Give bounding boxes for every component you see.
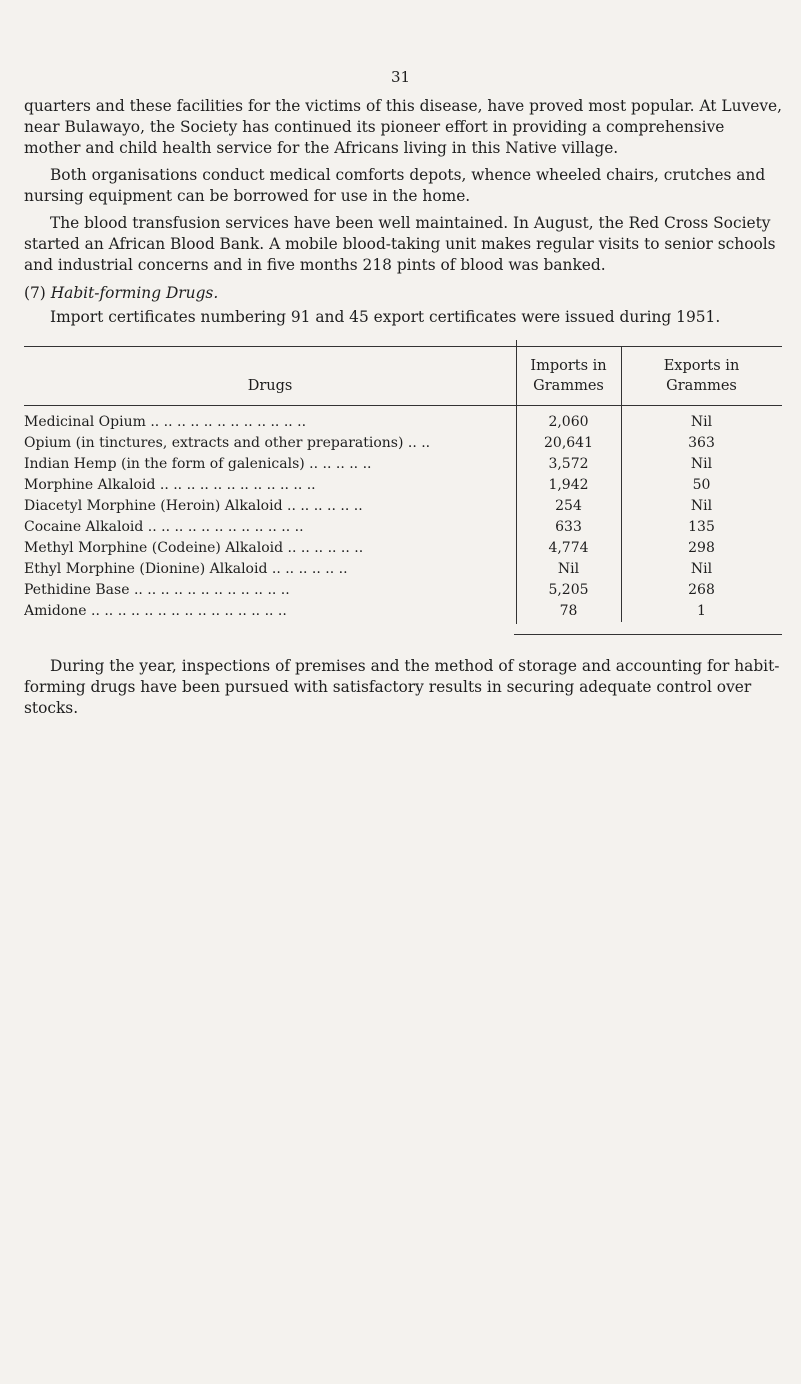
table-row: Indian Hemp (in the form of galenicals) .. .. .. .. .. 3,572 Nil xyxy=(24,456,713,472)
table-bottom-rule xyxy=(514,634,782,635)
section-number: (7) xyxy=(24,284,46,302)
table-row: Methyl Morphine (Codeine) Alkaloid .. .. .. .. .. .. 4,774 298 xyxy=(24,540,715,556)
table-row: Ethyl Morphine (Dionine) Alkaloid .. .. .. .. .. .. Nil Nil xyxy=(24,561,713,577)
table-header-rule xyxy=(24,405,782,406)
table-row: Opium (in tinctures, extracts and other preparations) .. .. 20,641 363 xyxy=(24,435,715,451)
page-number: 31 xyxy=(390,68,411,86)
header-imports: Imports in Grammes xyxy=(530,358,607,394)
paragraph-4: Import certificates numbering 91 and 45 export certificates were issued during 1951. xyxy=(50,308,721,326)
table-row: Medicinal Opium .. .. .. .. .. .. .. .. .. .. .. .. 2,060 Nil xyxy=(24,414,713,430)
paragraph-1: quarters and these facilities for the victims of this disease, have proved most popular. At Luveve, near Bulawayo, the Society has continued its pioneer effort in providing a comprehensive mother and child health service for the Africans living in this Native village. xyxy=(24,97,783,157)
table-row: Pethidine Base .. .. .. .. .. .. .. .. .. .. .. .. 5,205 268 xyxy=(24,582,715,598)
table-row: Amidone .. .. .. .. .. .. .. .. .. .. .. .. .. .. .. 78 1 xyxy=(24,603,706,619)
paragraph-2: Both organisations conduct medical comforts depots, whence wheeled chairs, crutches and nursing equipment can be borrowed for use in the home. xyxy=(24,166,766,205)
table-row: Morphine Alkaloid .. .. .. .. .. .. .. .. .. .. .. .. 1,942 50 xyxy=(24,477,711,493)
section-heading xyxy=(24,283,782,304)
paragraph-3: The blood transfusion services have been well maintained. In August, the Red Cross Society started an African Blood Bank. A mobile blood-taking unit makes regular visits to senior schools and industrial concerns and in five months 218 pints of blood was banked. xyxy=(24,214,776,274)
table-top-rule xyxy=(24,346,782,347)
header-exports: Exports in Grammes xyxy=(663,358,740,394)
paragraph-5: During the year, inspections of premises and the method of storage and accounting for habit-forming drugs have been pursued with satisfactory results in securing adequate control over stocks. xyxy=(24,657,780,717)
table-row: Cocaine Alkaloid .. .. .. .. .. .. .. .. .. .. .. .. 633 135 xyxy=(24,519,715,535)
table-row: Diacetyl Morphine (Heroin) Alkaloid .. .. .. .. .. .. 254 Nil xyxy=(24,498,713,514)
section-title: Habit-forming Drugs. xyxy=(50,284,219,302)
header-drugs: Drugs xyxy=(247,378,293,394)
